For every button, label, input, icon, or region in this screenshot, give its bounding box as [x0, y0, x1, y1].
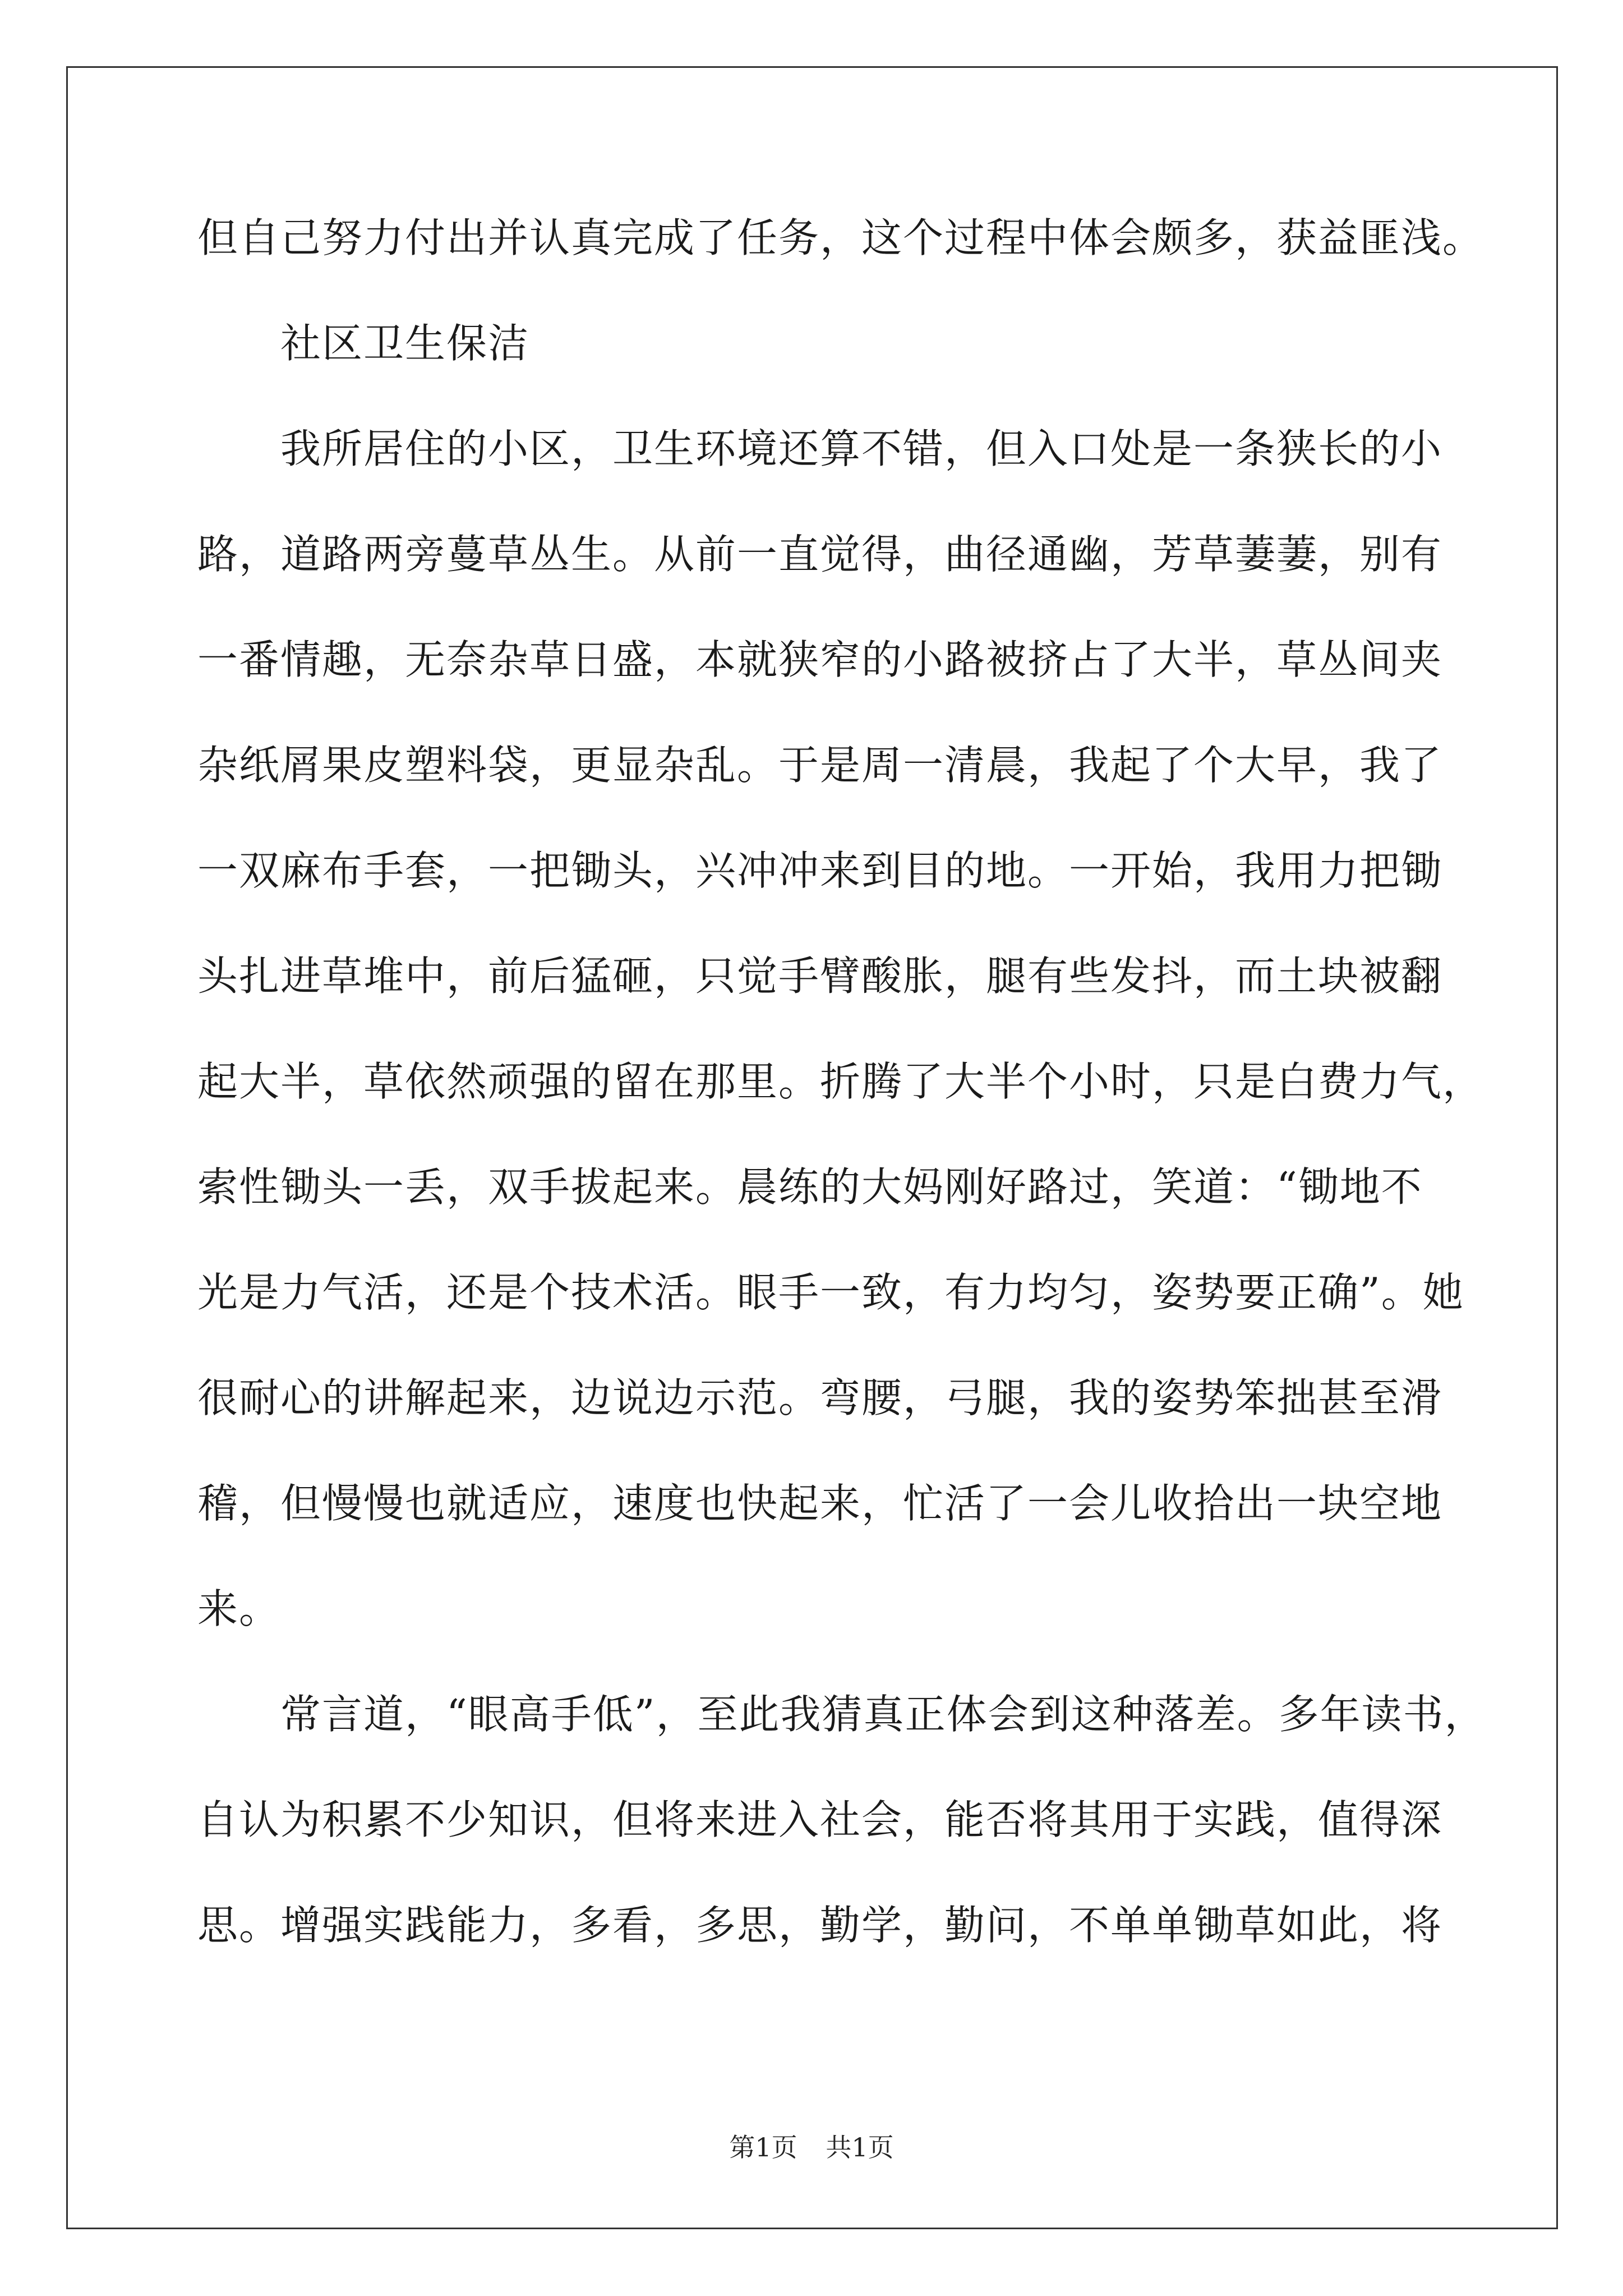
page-footer	[0, 2132, 1623, 2163]
text-line: 稽，但慢慢也就适应，速度也快起来，忙活了一会儿收拾出一块空地	[197, 1480, 1443, 1527]
text-line: 自认为积累不少知识，但将来进入社会，能否将其用于实践，值得深	[197, 1796, 1443, 1843]
text-line: 但自己努力付出并认真完成了任务，这个过程中体会颇多，获益匪浅。	[197, 214, 1484, 261]
text-line: 杂纸屑果皮塑料袋，更显杂乱。于是周一清晨，我起了个大早，我了	[197, 742, 1443, 789]
text-line: 光是力气活，还是个技术活。眼手一致，有力均匀，姿势要正确”。她	[197, 1269, 1464, 1316]
page-number-total: 共1页	[826, 2132, 894, 2162]
text-line: 常言道，“眼高手低”，至此我猜真正体会到这种落差。多年读书，	[197, 1691, 1486, 1738]
text-line: 起大半，草依然顽强的留在那里。折腾了大半个小时，只是白费力气，	[197, 1058, 1484, 1105]
document-body	[197, 210, 1486, 2003]
text-line: 我所居住的小区，卫生环境还算不错，但入口处是一条狭长的小	[197, 425, 1443, 472]
text-line: 来。	[197, 1585, 281, 1632]
text-line: 思。增强实践能力，多看，多思，勤学，勤问，不单单锄草如此，将	[197, 1902, 1443, 1949]
text-line: 索性锄头一丢，双手拔起来。晨练的大妈刚好路过，笑道：“锄地不	[197, 1163, 1423, 1211]
text-line: 路，道路两旁蔓草丛生。从前一直觉得，曲径通幽，芳草萋萋，别有	[197, 531, 1443, 578]
text-line: 一双麻布手套，一把锄头，兴冲冲来到目的地。一开始，我用力把锄	[197, 847, 1443, 894]
page-number-current: 第1页	[729, 2132, 797, 2162]
text-line: 一番情趣，无奈杂草日盛，本就狭窄的小路被挤占了大半，草丛间夹	[197, 636, 1443, 683]
text-line: 很耐心的讲解起来，边说边示范。弯腰，弓腿，我的姿势笨拙甚至滑	[197, 1374, 1443, 1421]
text-line: 头扎进草堆中，前后猛砸，只觉手臂酸胀，腿有些发抖，而土块被翻	[197, 953, 1443, 1000]
section-heading: 社区卫生保洁	[197, 320, 530, 367]
